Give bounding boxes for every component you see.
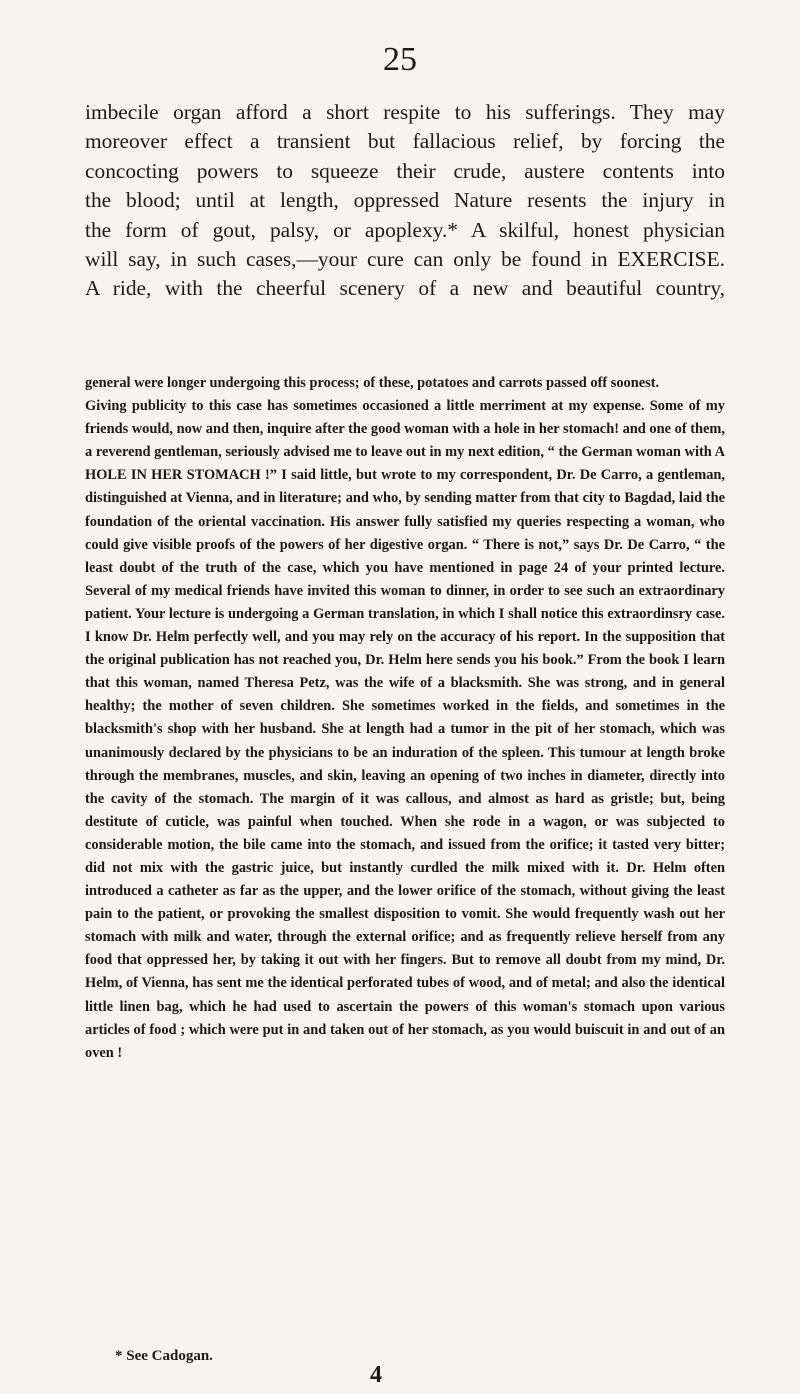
main-line: concocting powers to squeeze their crude, austere contents into [85,158,725,183]
main-line: moreover effect a transient but fallacious relief, by forcing the [85,129,725,154]
main-line: imbecile organ afford a short respite to his sufferings. They may [85,100,725,124]
footnote-block [85,372,725,1065]
cadogan-note: * See Cadogan. [115,1348,213,1364]
main-paragraph [85,98,725,304]
signature-mark: 4 [370,1362,382,1388]
main-line: A ride, with the cheerful scenery of a new and beautiful country, [85,276,725,301]
page-number: 25 [383,41,417,78]
footnote-paragraph-2: Giving publicity to this case has sometimes occasioned a little merriment at my expense. Some of my friends would, now and then, inquire after the good woman with a hole in her stomach! and one of them, a reverend gentleman, seriously advised me to leave out in my next edition, “ the German woman with A HOLE IN HER STOMACH !” I said little, but wrote to my correspondent, Dr. De Carro, a gentleman, distinguished at Vienna, and in literature; and who, by sending matter from that city to Bagdad, laid the foundation of the oriental vaccination. His answer fully satisfied my queries respecting a woman, who could give visible proofs of the powers of her digestive organ. “ There is not,” says Dr. De Carro, “ the least doubt of the truth of the case, which you have mentioned in page 24 of your printed lecture. Several of my medical friends have invited this woman to dinner, in order to see such an extraordinary patient. Your lecture is undergoing a German translation, in which I shall notice this extraordinsry case. I know Dr. Helm perfectly well, and you may rely on the accuracy of his report. In the supposition that the original publication has not reached you, Dr. Helm here sends you his book.” From the book I learn that this woman, named Theresa Petz, was the wife of a blacksmith. She was strong, and in general healthy; the mother of seven children. She sometimes worked in the fields, and sometimes in the blacksmith's shop with her husband. She at length had a tumor in the pit of her stomach, which was unanimously declared by the physicians to be an induration of the spleen. This tumour at length broke through the membranes, muscles, and skin, leaving an opening of two inches in diameter, directly into the cavity of the stomach. The margin of it was callous, and almost as hard as gristle; but, being destitute of cuticle, was painful when touched. When she rode in a wagon, or was subjected to considerable motion, the bile came into the stomach, and issued from the orifice; it tasted very bitter; did not mix with the gastric juice, but instantly curdled the milk mixed with it. Dr. Helm often introduced a catheter as far as the upper, and the lower orifice of the stomach, without giving the least pain to the patient, or provoking the smallest disposition to vomit. She would frequently wash out her stomach with milk and water, through the external orifice; and as frequently relieve herself from any food that oppressed her, by taking it out with her fingers. But to remove all doubt from my mind, Dr. Helm, of Vienna, has sent me the identical perforated tubes of wood, and of metal; and also the identical little linen bag, which he had used to ascertain the powers of this woman's stomach upon various articles of food ; which were put in and taken out of her stomach, as you would buiscuit in and out of an oven ! [85,398,725,1061]
main-line: will say, in such cases,—your cure can only be found in EXERCISE. [85,247,725,272]
footnote-paragraph-1: general were longer undergoing this process; of these, potatoes and carrots passed off soonest. [85,375,660,391]
main-line: the blood; until at length, oppressed Nature resents the injury in [85,188,725,213]
main-line: the form of gout, palsy, or apoplexy.* A skilful, honest physician [85,217,725,242]
